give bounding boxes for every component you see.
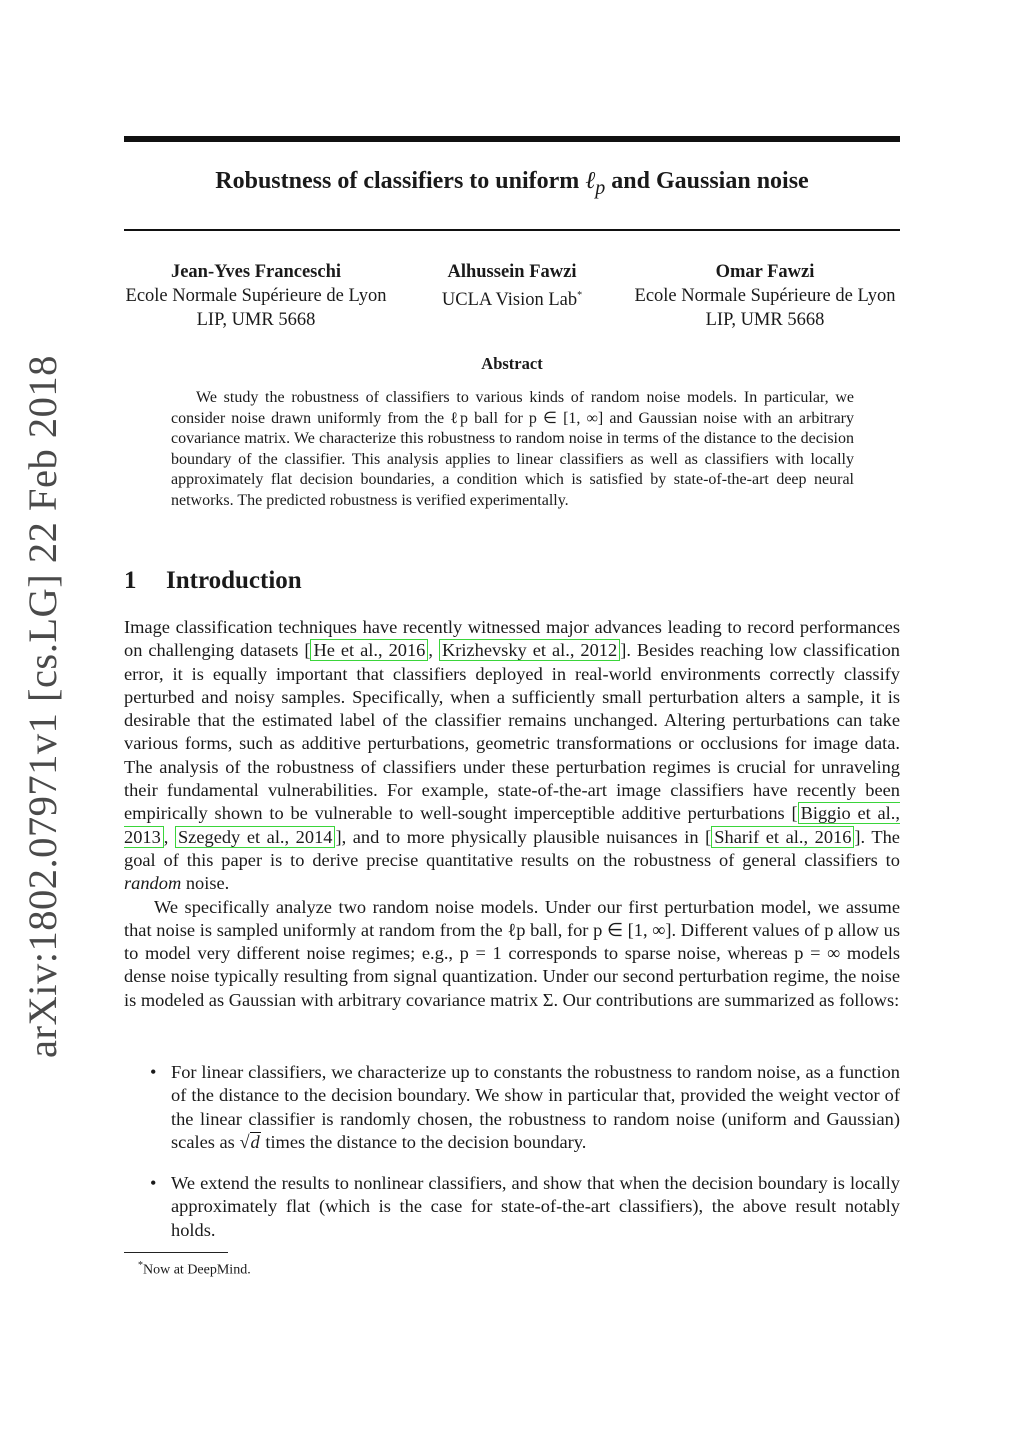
title-bottom-rule bbox=[124, 229, 900, 231]
abstract-body bbox=[171, 388, 854, 512]
citation-link[interactable]: Szegedy et al., 2014 bbox=[175, 826, 336, 848]
bullet-icon: • bbox=[150, 1173, 157, 1194]
author-affiliation: UCLA Vision Lab* bbox=[441, 290, 583, 311]
footnote: *Now at DeepMind. bbox=[138, 1260, 251, 1278]
author-affiliation-unit: LIP, UMR 5668 bbox=[196, 310, 316, 330]
citation-link[interactable]: Sharif et al., 2016 bbox=[711, 826, 854, 848]
author-name: Jean-Yves Franceschi bbox=[170, 262, 342, 282]
section-title: Introduction bbox=[166, 567, 302, 594]
author-affiliation: Ecole Normale Supérieure de Lyon bbox=[634, 286, 896, 306]
citation-link[interactable]: Biggio et al., 2013 bbox=[124, 803, 900, 847]
paper-title: Robustness of classifiers to uniform ℓ$_p$ and Gaussian noise bbox=[215, 168, 809, 199]
sqrt-d: d bbox=[250, 1131, 260, 1152]
title-top-rule bbox=[124, 136, 900, 142]
author-affiliation: Ecole Normale Supérieure de Lyon bbox=[125, 286, 387, 306]
author-2 bbox=[418, 260, 606, 312]
arxiv-stamp: arXiv:1802.07971v1 [cs.LG] 22 Feb 2018 bbox=[20, 355, 65, 1058]
footnote-rule bbox=[124, 1252, 228, 1253]
author-1 bbox=[104, 260, 408, 332]
author-name: Omar Fawzi bbox=[715, 262, 815, 282]
abstract-heading: Abstract bbox=[481, 354, 543, 373]
author-affiliation-unit: LIP, UMR 5668 bbox=[705, 310, 825, 330]
citation-link[interactable]: Krizhevsky et al., 2012 bbox=[439, 639, 620, 661]
abstract-text: We study the robustness of classifiers to various kinds of random noise models. In particular, we consider noise drawn uniformly from the ℓp ball for p ∈ [1, ∞] and Gaussian noise with an arbitrary covariance matrix. We characterize this robustness to random noise in terms of the distance to the decision boundary of the classifier. This analysis applies to linear classifiers as well as classifiers with locally approximately flat decision boundaries, a condition which is satisfied by state-of-the-art deep neural networks. The predicted robustness is verified experimentally. bbox=[171, 389, 854, 509]
section-number: 1 bbox=[124, 567, 137, 594]
author-3 bbox=[614, 260, 916, 332]
intro-paragraph-2: We specifically analyze two random noise models. Under our first perturbation model, we assume that noise is sampled uniformly at random from the ℓp ball, for p ∈ [1, ∞]. Different values of p allow us to model very different noise regimes; e.g., p = 1 corresponds to sparse noise, whereas p = ∞ models dense noise typically resulting from signal quantization. Under our second perturbation regime, the noise is modeled as Gaussian with arbitrary covariance matrix Σ. Our contributions are summarized as follows: bbox=[124, 896, 900, 1010]
contributions-list bbox=[124, 1061, 900, 1260]
citation-link[interactable]: He et al., 2016 bbox=[310, 639, 428, 661]
footnote-marker: * bbox=[138, 1260, 143, 1271]
intro-paragraph-1: Image classification techniques have recently witnessed major advances leading to record performances on challenging datasets [ He et al., 2016 , Krizhevsky et al., 2012 ]. Besides reaching low classification error, it is equally important that classifiers deployed in real-world environments correctly classify perturbed and noisy samples. Specifically, when a sufficiently small perturbation alters a sample, it is desirable that the estimated label of the classifier remains unchanged. Altering perturbations can take various forms, such as additive perturbations, geometric transformations or occlusions for image data. The analysis of the robustness of classifiers under these perturbation regimes is crucial for unraveling their fundamental vulnerabilities. For example, state-of-the-art image classifiers have recently been empirically shown to be vulnerable to well-sought imperceptible additive perturbations [ Biggio et al., 2013 , Szegedy et al., 2014 ], and to more physically plausible nuisances in [ Sharif et al., 2016 ]. The goal of this paper is to derive precise quantitative results on the robustness of general classifiers to random noise. bbox=[124, 617, 900, 894]
bullet-icon: • bbox=[150, 1062, 157, 1082]
list-item: • We extend the results to nonlinear classifiers, and show that when the decision boundary is locally approximately flat (which is the case for state-of-the-art classifiers), the above result notably holds. bbox=[150, 1173, 900, 1240]
list-item: • For linear classifiers, we characterize up to constants the robustness to random noise, as a function of the distance to the decision boundary. We show in particular that, provided the weight vector of the linear classifier is randomly chosen, the robustness to random noise (uniform and Gaussian) scales as √d times the distance to the decision boundary. bbox=[150, 1062, 900, 1152]
section-heading bbox=[124, 567, 302, 595]
intro-body bbox=[124, 616, 900, 1012]
footnote-marker: * bbox=[577, 290, 583, 301]
title-math-symbol: ℓ bbox=[585, 168, 596, 194]
author-name: Alhussein Fawzi bbox=[447, 262, 577, 282]
